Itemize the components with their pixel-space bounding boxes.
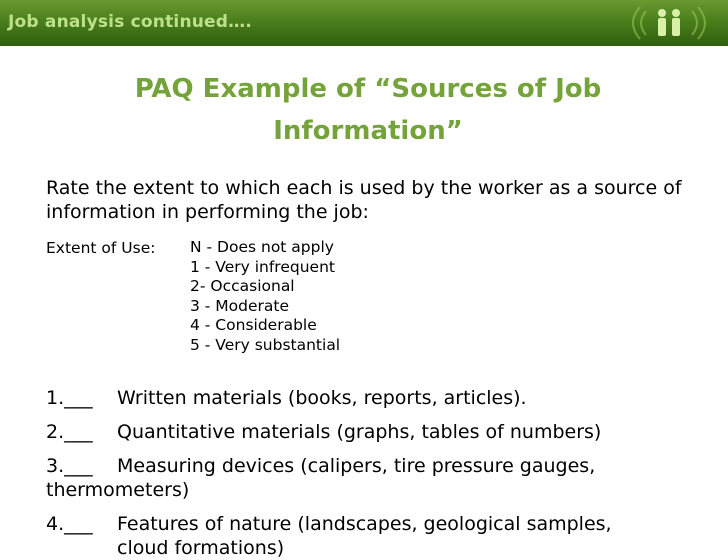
list-item [46, 512, 666, 560]
item-number: 2.___ [46, 421, 93, 443]
scale-option: 4 - Considerable [190, 316, 317, 335]
slide-title: PAQ Example of “Sources of Job Information” [134, 74, 602, 146]
people-signal-icon [624, 3, 714, 43]
scale-option: 2- Occasional [190, 277, 295, 296]
scale-option: N - Does not apply [190, 238, 334, 256]
item-number: 3.___ [46, 455, 93, 477]
item-text: Features of nature (landscapes, geological samples, [117, 513, 612, 535]
scale-list [190, 238, 340, 356]
item-text: Written materials (books, reports, articles). [117, 387, 527, 409]
scale-option: 3 - Moderate [190, 296, 290, 315]
scale-label: Extent of Use: [46, 239, 156, 257]
item-text: Quantitative materials (graphs, tables of numbers) [117, 421, 602, 443]
scale-option: 5 - Very substantial [190, 335, 341, 354]
intro-text: Rate the extent to which each is used by the worker as a source of information in performing the job: [46, 177, 682, 223]
scale-option: 1 - Very infrequent [190, 257, 335, 276]
item-number: 4.___ [46, 513, 93, 535]
list-item [46, 420, 666, 444]
item-number: 1.___ [46, 387, 93, 409]
header-bar [0, 0, 728, 46]
item-text-continued: cloud formations) [117, 537, 285, 559]
header-title: Job analysis continued…. [8, 12, 253, 32]
item-text: Measuring devices (calipers, tire pressure gauges, [117, 455, 596, 477]
list-item [46, 386, 666, 410]
list-item [46, 454, 666, 502]
item-text-continued: thermometers) [46, 479, 190, 501]
